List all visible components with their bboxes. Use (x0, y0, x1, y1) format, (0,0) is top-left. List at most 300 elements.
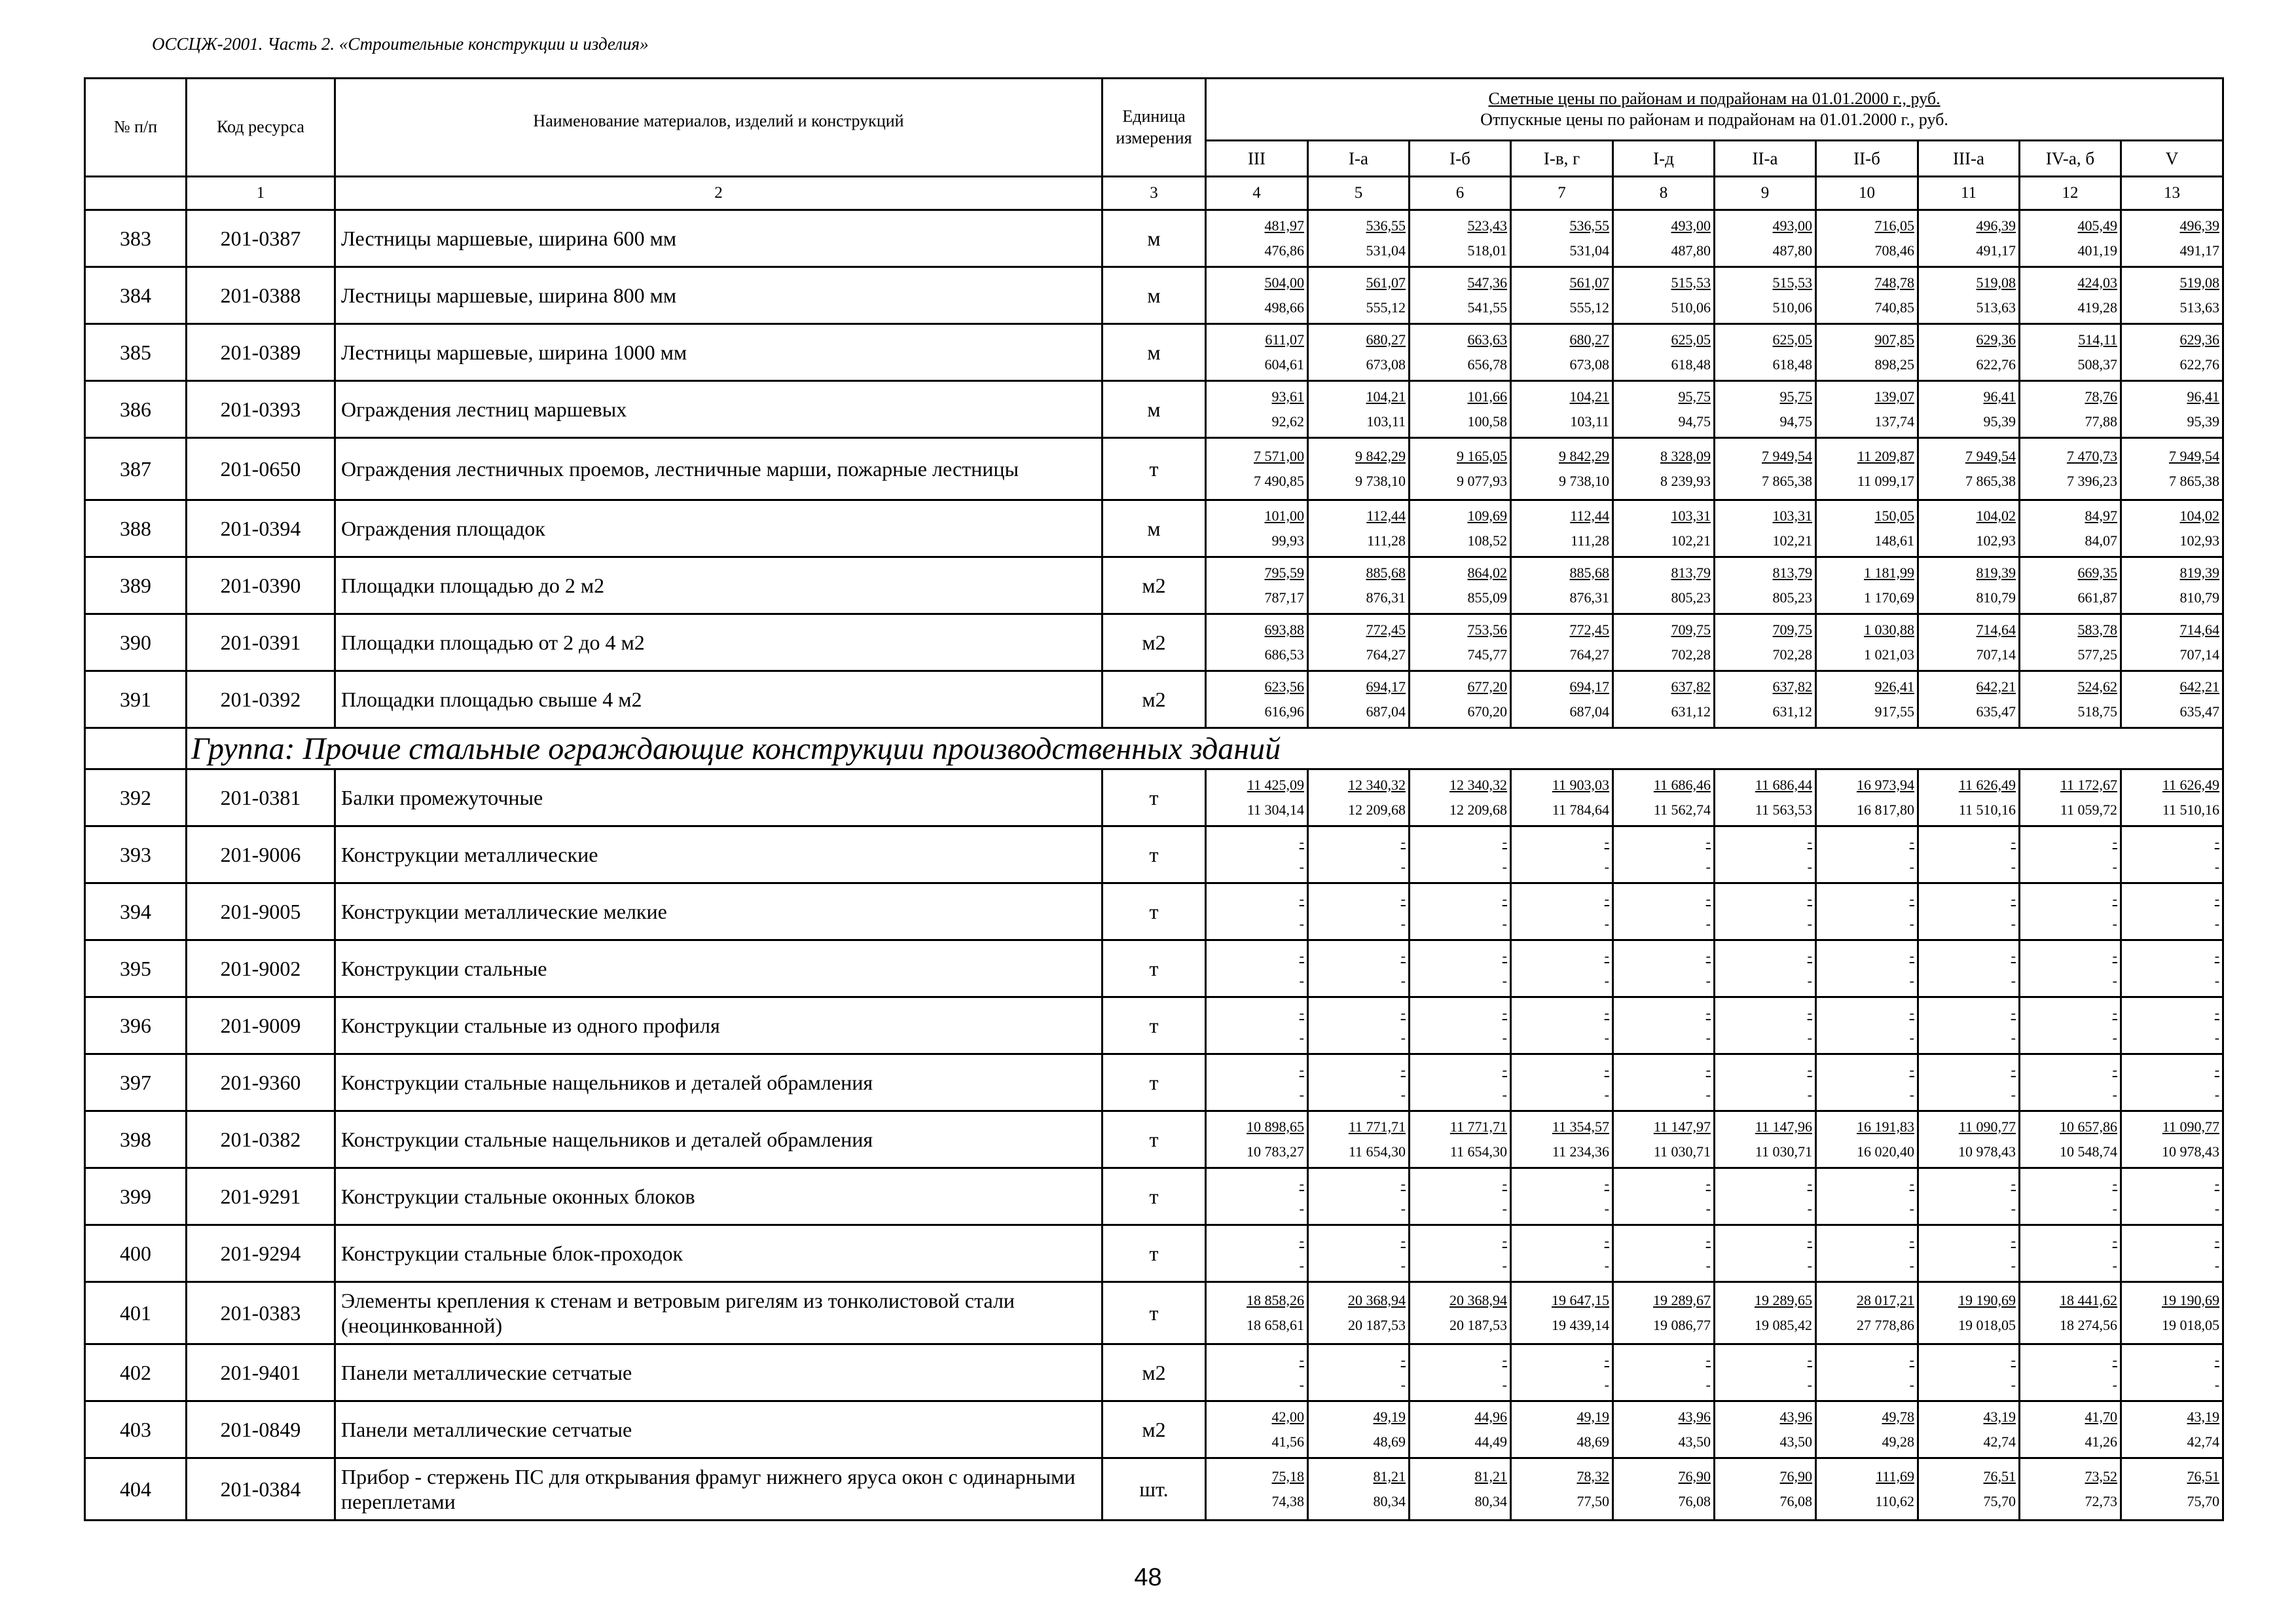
row-number: 385 (85, 324, 187, 381)
release-price: 27 778,86 (1857, 1317, 1914, 1333)
price-cell (1206, 324, 1308, 381)
table-row (85, 883, 2223, 940)
price-cell (1206, 1168, 1308, 1225)
price-cell (1715, 1168, 1816, 1225)
estimate-price: 49,78 (1882, 1408, 1914, 1425)
release-price: 42,74 (1983, 1433, 2016, 1450)
release-price: 631,12 (1772, 703, 1812, 720)
release-price: - (1604, 1376, 1609, 1393)
price-cell (1715, 557, 1816, 614)
price-cell (1816, 883, 1918, 940)
price-cell (1918, 614, 2020, 671)
estimate-price: 20 368,94 (1449, 1291, 1507, 1308)
estimate-price: - (2011, 890, 2016, 907)
estimate-price: 76,90 (1678, 1467, 1711, 1485)
price-cell (1206, 210, 1308, 267)
estimate-price: 49,19 (1373, 1408, 1406, 1425)
price-cell (1613, 614, 1715, 671)
price-cell (1308, 826, 1410, 883)
release-price: - (1909, 1376, 1914, 1393)
unit-of-measure: т (1102, 1225, 1206, 1282)
column-number: 10 (1816, 177, 1918, 210)
estimate-price: - (1604, 1351, 1609, 1368)
unit-of-measure: м2 (1102, 557, 1206, 614)
estimate-price: - (2011, 1004, 2016, 1021)
release-price: 20 187,53 (1449, 1317, 1507, 1333)
estimate-price: 753,56 (1467, 621, 1507, 638)
release-price: 622,76 (1976, 356, 2016, 373)
price-cell (1918, 1458, 2020, 1521)
price-cell (2020, 997, 2121, 1054)
price-cell (1715, 614, 1816, 671)
price-cell (2121, 324, 2223, 381)
estimate-price: - (1400, 1351, 1406, 1368)
estimate-price: 885,68 (1366, 564, 1406, 581)
release-price: 419,28 (2077, 299, 2117, 316)
estimate-price: 11 147,96 (1755, 1118, 1812, 1135)
estimate-price: 709,75 (1671, 621, 1711, 638)
estimate-price: - (1400, 1232, 1406, 1249)
price-cell (1816, 210, 1918, 267)
material-name: Панели металлические сетчатые (335, 1344, 1102, 1401)
estimate-price: 642,21 (2179, 678, 2220, 695)
estimate-price: 112,44 (1570, 507, 1609, 524)
price-cell (1816, 826, 1918, 883)
price-cell (1918, 324, 2020, 381)
estimate-price: - (1400, 890, 1406, 907)
table-row (85, 1282, 2223, 1344)
price-cell (1308, 381, 1410, 438)
price-cell (1816, 671, 1918, 728)
price-cell (1410, 267, 1511, 324)
estimate-price: 11 425,09 (1247, 776, 1304, 793)
release-price: 99,93 (1271, 532, 1304, 549)
resource-code: 201-9009 (187, 997, 335, 1054)
estimate-price: 11 147,97 (1653, 1118, 1711, 1135)
release-price: - (1299, 1200, 1304, 1217)
release-price: 74,38 (1271, 1493, 1304, 1509)
resource-code: 201-9006 (187, 826, 335, 883)
estimate-price: 714,64 (1976, 621, 2016, 638)
release-price: 12 209,68 (1348, 802, 1406, 818)
resource-code: 201-9294 (187, 1225, 335, 1282)
release-price: 102,93 (1976, 532, 2016, 549)
estimate-price: - (1502, 890, 1507, 907)
release-price: 111,28 (1367, 532, 1406, 549)
resource-code: 201-0391 (187, 614, 335, 671)
estimate-price: - (1909, 947, 1914, 964)
release-price: 518,01 (1467, 242, 1507, 259)
page-number: 48 (1134, 1564, 1162, 1591)
release-price: 19 018,05 (1958, 1317, 2016, 1333)
material-name: Ограждения площадок (335, 500, 1102, 557)
release-price: - (1807, 1086, 1812, 1103)
estimate-price: - (1502, 833, 1507, 850)
row-number: 391 (85, 671, 187, 728)
unit-of-measure: шт. (1102, 1458, 1206, 1521)
estimate-price: - (2214, 947, 2220, 964)
price-cell (1410, 997, 1511, 1054)
release-price: 577,25 (2077, 646, 2117, 663)
unit-of-measure: м (1102, 381, 1206, 438)
estimate-price: - (2214, 890, 2220, 907)
row-number: 394 (85, 883, 187, 940)
estimate-price: - (1604, 890, 1609, 907)
release-price: - (1502, 972, 1507, 989)
estimate-price: 95,75 (1678, 388, 1711, 405)
estimate-price: - (1807, 947, 1812, 964)
estimate-price: 524,62 (2077, 678, 2117, 695)
release-price: 95,39 (1983, 413, 2016, 430)
price-cell (1918, 210, 2020, 267)
release-price: - (1299, 1029, 1304, 1046)
region-header: I-д (1613, 141, 1715, 177)
price-cell (1715, 883, 1816, 940)
estimate-price: - (2214, 1061, 2220, 1078)
unit-of-measure: т (1102, 997, 1206, 1054)
estimate-price: 677,20 (1467, 678, 1507, 695)
estimate-price: - (1299, 1175, 1304, 1192)
release-price: 604,61 (1264, 356, 1304, 373)
table-row (85, 324, 2223, 381)
release-price: 805,23 (1772, 589, 1812, 606)
estimate-price: 78,32 (1576, 1467, 1609, 1485)
release-price: 95,39 (2187, 413, 2220, 430)
table-row (85, 1344, 2223, 1401)
row-number: 386 (85, 381, 187, 438)
estimate-price: 10 898,65 (1247, 1118, 1304, 1135)
release-price: 8 239,93 (1660, 473, 1711, 489)
estimate-price: 76,51 (1983, 1467, 2016, 1485)
price-cell (1206, 557, 1308, 614)
release-price: 491,17 (2179, 242, 2220, 259)
price-cell (2020, 671, 2121, 728)
estimate-price: - (1299, 1351, 1304, 1368)
release-price: 686,53 (1264, 646, 1304, 663)
column-number: 8 (1613, 177, 1715, 210)
estimate-price: - (1299, 1004, 1304, 1021)
price-cell (1410, 210, 1511, 267)
estimate-price: - (2011, 833, 2016, 850)
price-cell (1816, 557, 1918, 614)
material-name: Конструкции стальные оконных блоков (335, 1168, 1102, 1225)
release-price: - (1807, 858, 1812, 875)
price-cell (1206, 1344, 1308, 1401)
release-price: 555,12 (1366, 299, 1406, 316)
column-number: 13 (2121, 177, 2223, 210)
material-name: Конструкции стальные (335, 940, 1102, 997)
estimate-price: - (1705, 1351, 1711, 1368)
release-price: 11 563,53 (1755, 802, 1812, 818)
release-price: 77,50 (1576, 1493, 1609, 1509)
release-price: - (1299, 972, 1304, 989)
table-row (85, 671, 2223, 728)
release-price: - (2112, 915, 2117, 932)
table-row (85, 381, 2223, 438)
price-cell (1816, 1344, 1918, 1401)
release-price: 810,79 (1976, 589, 2016, 606)
estimate-price: 109,69 (1467, 507, 1507, 524)
price-cell (1816, 500, 1918, 557)
estimate-price: - (1502, 947, 1507, 964)
price-cell (2121, 1111, 2223, 1168)
row-number: 392 (85, 769, 187, 826)
release-price: 41,56 (1271, 1433, 1304, 1450)
estimate-price: - (2214, 1351, 2220, 1368)
release-price: 103,11 (1570, 413, 1609, 430)
estimate-price: 28 017,21 (1857, 1291, 1914, 1308)
estimate-price: 1 181,99 (1864, 564, 1914, 581)
release-price: 10 548,74 (2060, 1143, 2117, 1160)
estimate-price: - (1502, 1061, 1507, 1078)
price-cell (1613, 381, 1715, 438)
release-price: 661,87 (2077, 589, 2117, 606)
release-price: - (1502, 1376, 1507, 1393)
price-cell (1511, 883, 1613, 940)
release-price: - (1400, 915, 1406, 932)
estimate-price: 11 771,71 (1348, 1118, 1406, 1135)
estimate-price: 11 903,03 (1552, 776, 1609, 793)
price-cell (1715, 1458, 1816, 1521)
resource-code: 201-9002 (187, 940, 335, 997)
estimate-price: 813,79 (1772, 564, 1812, 581)
estimate-price: - (2112, 890, 2117, 907)
column-number: 3 (1102, 177, 1206, 210)
price-cell (1715, 997, 1816, 1054)
release-price: - (1502, 1200, 1507, 1217)
estimate-price: - (1705, 947, 1711, 964)
table-row (85, 826, 2223, 883)
price-cell (1715, 500, 1816, 557)
row-number: 402 (85, 1344, 187, 1401)
release-price: 708,46 (1874, 242, 1914, 259)
estimate-price: - (1705, 890, 1711, 907)
price-cell (1613, 210, 1715, 267)
release-price: - (2011, 858, 2016, 875)
price-cell (1918, 1401, 2020, 1458)
price-cell (1511, 1344, 1613, 1401)
estimate-price: - (1807, 833, 1812, 850)
release-price: 616,96 (1264, 703, 1304, 720)
estimate-price: 7 571,00 (1254, 447, 1304, 464)
release-price: - (1705, 1029, 1711, 1046)
estimate-price: 637,82 (1772, 678, 1812, 695)
price-cell (1511, 1458, 1613, 1521)
price-cell (1410, 1054, 1511, 1111)
price-cell (2020, 267, 2121, 324)
price-cell (1308, 997, 1410, 1054)
material-name: Площадки площадью свыше 4 м2 (335, 671, 1102, 728)
estimate-price: 515,53 (1772, 274, 1812, 291)
price-cell (2121, 997, 2223, 1054)
price-cell (1511, 381, 1613, 438)
release-price: - (1604, 858, 1609, 875)
estimate-price: - (1502, 1351, 1507, 1368)
estimate-price: 43,19 (2187, 1408, 2220, 1425)
price-cell (1410, 883, 1511, 940)
resource-code: 201-0394 (187, 500, 335, 557)
release-price: 707,14 (2179, 646, 2220, 663)
material-name: Ограждения лестниц маршевых (335, 381, 1102, 438)
release-price: 11 562,74 (1653, 802, 1711, 818)
price-cell (1410, 671, 1511, 728)
release-price: - (1909, 972, 1914, 989)
release-price: - (1604, 1029, 1609, 1046)
estimate-price: 813,79 (1671, 564, 1711, 581)
release-price: - (2214, 1029, 2220, 1046)
release-price: 10 978,43 (1958, 1143, 2016, 1160)
region-header: III (1206, 141, 1308, 177)
estimate-price: - (2112, 1061, 2117, 1078)
price-cell (1308, 1344, 1410, 1401)
price-cell (2121, 1054, 2223, 1111)
price-cell (1511, 210, 1613, 267)
estimate-price: 926,41 (1874, 678, 1914, 695)
release-price: 631,12 (1671, 703, 1711, 720)
release-price: - (1502, 915, 1507, 932)
release-price: 92,62 (1271, 413, 1304, 430)
estimate-price: 11 686,46 (1653, 776, 1711, 793)
row-number: 403 (85, 1401, 187, 1458)
price-cell (1410, 438, 1511, 500)
estimate-price: 49,19 (1576, 1408, 1609, 1425)
price-cell (1918, 1168, 2020, 1225)
release-price: - (1705, 1376, 1711, 1393)
release-price: 11 234,36 (1552, 1143, 1609, 1160)
release-price: - (1400, 972, 1406, 989)
price-table (84, 77, 2224, 1521)
price-cell (1206, 1054, 1308, 1111)
row-number: 401 (85, 1282, 187, 1344)
price-cell (2121, 826, 2223, 883)
price-cell (1715, 1282, 1816, 1344)
material-name: Лестницы маршевые, ширина 600 мм (335, 210, 1102, 267)
price-cell (1410, 500, 1511, 557)
row-number: 398 (85, 1111, 187, 1168)
release-price: 764,27 (1569, 646, 1609, 663)
release-price: 476,86 (1264, 242, 1304, 259)
estimate-price: - (1705, 1232, 1711, 1249)
estimate-price: 19 289,67 (1653, 1291, 1711, 1308)
price-cell (2020, 438, 2121, 500)
price-cell (1308, 324, 1410, 381)
material-name: Площадки площадью до 2 м2 (335, 557, 1102, 614)
estimate-price: 101,00 (1264, 507, 1304, 524)
table-row (85, 1168, 2223, 1225)
resource-code: 201-0383 (187, 1282, 335, 1344)
estimate-price: 11 172,67 (2060, 776, 2117, 793)
estimate-price: - (1502, 1232, 1507, 1249)
estimate-price: 11 686,44 (1755, 776, 1812, 793)
estimate-price: 885,68 (1569, 564, 1609, 581)
material-name: Прибор - стержень ПС для открывания фрамуг нижнего яруса окон с одинарными переплетами (335, 1458, 1102, 1521)
estimate-price: 493,00 (1671, 217, 1711, 234)
release-price: - (1909, 1029, 1914, 1046)
release-price: 7 396,23 (2067, 473, 2117, 489)
estimate-price: - (1705, 1061, 1711, 1078)
release-price: - (2011, 972, 2016, 989)
estimate-price: 139,07 (1874, 388, 1914, 405)
price-cell (1613, 1168, 1715, 1225)
table-row (85, 1111, 2223, 1168)
material-name: Конструкции металлические мелкие (335, 883, 1102, 940)
price-cell (1613, 997, 1715, 1054)
release-price: 76,08 (1678, 1493, 1711, 1509)
price-cell (1613, 883, 1715, 940)
price-cell (1511, 1054, 1613, 1111)
price-cell (1511, 671, 1613, 728)
estimate-price: 424,03 (2077, 274, 2117, 291)
release-price: 9 077,93 (1457, 473, 1507, 489)
price-cell (1918, 267, 2020, 324)
estimate-price: - (1909, 1175, 1914, 1192)
group-row (85, 728, 2223, 769)
estimate-price: 7 949,54 (2169, 447, 2220, 464)
price-cell (1410, 1168, 1511, 1225)
price-cell (1308, 940, 1410, 997)
estimate-price: - (1400, 833, 1406, 850)
price-cell (1511, 997, 1613, 1054)
resource-code: 201-0392 (187, 671, 335, 728)
release-price: - (1400, 858, 1406, 875)
estimate-price: 81,21 (1474, 1467, 1507, 1485)
row-number: 384 (85, 267, 187, 324)
release-price: 16 020,40 (1857, 1143, 1914, 1160)
release-price: 11 099,17 (1857, 473, 1914, 489)
estimate-price: 41,70 (2085, 1408, 2117, 1425)
price-cell (1918, 1054, 2020, 1111)
estimate-price: 514,11 (2078, 331, 2117, 348)
estimate-price: 84,97 (2085, 507, 2117, 524)
price-cell (1715, 1225, 1816, 1282)
release-price: 84,07 (2085, 532, 2117, 549)
price-cell (2121, 381, 2223, 438)
estimate-price: 694,17 (1366, 678, 1406, 695)
release-price: 541,55 (1467, 299, 1507, 316)
estimate-price: 629,36 (1976, 331, 2016, 348)
release-price: 740,85 (1874, 299, 1914, 316)
release-price: 20 187,53 (1348, 1317, 1406, 1333)
estimate-price: - (1604, 1061, 1609, 1078)
price-cell (1410, 1225, 1511, 1282)
release-price: - (2214, 1257, 2220, 1274)
estimate-price: - (2112, 1004, 2117, 1021)
price-cell (1410, 1401, 1511, 1458)
col-header-num: № п/п (85, 79, 187, 177)
release-price: 670,20 (1467, 703, 1507, 720)
price-cell (2121, 1401, 2223, 1458)
price-cell (1613, 1401, 1715, 1458)
release-price: - (2214, 1200, 2220, 1217)
resource-code: 201-0389 (187, 324, 335, 381)
price-cell (2121, 210, 2223, 267)
price-cell (1511, 769, 1613, 826)
material-name: Ограждения лестничных проемов, лестничные марши, пожарные лестницы (335, 438, 1102, 500)
price-cell (1206, 997, 1308, 1054)
price-cell (1206, 500, 1308, 557)
resource-code: 201-0849 (187, 1401, 335, 1458)
price-cell (1206, 267, 1308, 324)
estimate-price: - (2112, 947, 2117, 964)
price-cell (2121, 614, 2223, 671)
price-cell (1206, 883, 1308, 940)
release-price: - (1604, 915, 1609, 932)
price-cell (1816, 614, 1918, 671)
release-price: 635,47 (2179, 703, 2220, 720)
estimate-price: 95,75 (1779, 388, 1812, 405)
release-price: 917,55 (1874, 703, 1914, 720)
column-number: 9 (1715, 177, 1816, 210)
